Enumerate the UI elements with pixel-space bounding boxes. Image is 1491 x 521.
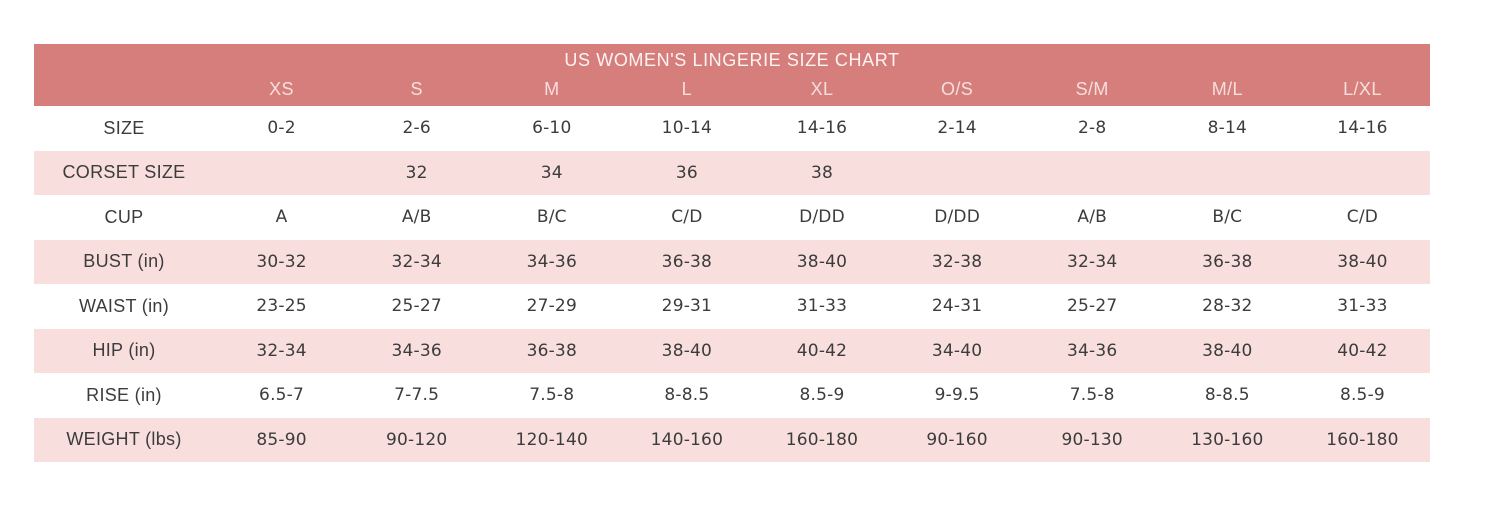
table-cell: 32-34 [1067,251,1118,272]
table-cell: 8.5-9 [1339,385,1385,406]
table-row [34,240,1430,285]
table-cell: D/DD [934,207,980,228]
table-cell: 2-6 [402,118,431,139]
table-cell: 7-7.5 [394,385,440,406]
table-cell: 2-8 [1078,118,1107,139]
table-row [34,195,1430,240]
table-cell: 7.5-8 [529,385,575,406]
corner-cell [34,89,214,93]
table-cell: 38-40 [1202,340,1253,361]
table-row [34,418,1430,463]
table-cell: 30-32 [256,251,307,272]
table-cell: 25-27 [1067,296,1118,317]
table-cell: 2-14 [937,118,977,139]
table-cell: 38-40 [1337,251,1388,272]
table-cell: 34 [540,162,563,183]
row-label: RISE (in) [86,384,162,405]
table-cell: 36-38 [1202,251,1253,272]
table-cell: 7.5-8 [1069,385,1115,406]
column-header: O/S [940,78,974,99]
column-header: L [681,78,693,99]
column-header-row [34,76,1430,106]
table-row [34,106,1430,151]
table-cell: 9-9.5 [934,385,980,406]
table-cell: 31-33 [1337,296,1388,317]
row-label: CUP [104,206,144,227]
table-row [34,329,1430,374]
table-cell: 38-40 [796,251,848,272]
table-cell: 8.5-9 [799,385,845,406]
table-cell: 28-32 [1202,296,1253,317]
table-cell: 90-120 [385,429,448,450]
table-cell: 34-36 [1067,340,1118,361]
row-label: HIP (in) [92,340,156,361]
table-cell: 160-180 [1326,429,1399,450]
table-cell: 36-38 [661,251,713,272]
table-cell: 25-27 [391,296,442,317]
table-cell: 8-8.5 [664,385,710,406]
table-cell: 38 [810,162,834,183]
table-cell: 6.5-7 [259,385,305,406]
table-cell: 14-16 [1337,118,1388,139]
table-cell: 24-31 [931,296,983,317]
column-header: M [544,78,560,99]
row-label: WEIGHT (lbs) [66,429,182,450]
table-cell: A/B [401,207,432,228]
table-cell: 8-14 [1207,118,1248,139]
table-cell: 34-40 [931,340,983,361]
table-cell: 120-140 [515,429,588,450]
table-cell: 40-42 [1337,340,1388,361]
table-cell: 14-16 [796,118,848,139]
table-cell: 160-180 [785,429,859,450]
table-cell: 34-36 [391,340,442,361]
column-header: XL [810,78,834,99]
table-cell: 38-40 [661,340,713,361]
column-header: L/XL [1343,78,1382,99]
table-row [34,151,1430,196]
table-cell: 90-160 [926,429,988,450]
row-label: CORSET SIZE [62,162,186,183]
table-header-band [34,44,1430,106]
table-cell: 8-8.5 [1204,385,1250,406]
table-cell: 32-38 [931,251,983,272]
column-header: M/L [1211,78,1243,99]
table-body [34,106,1430,462]
table-cell: C/D [671,207,703,228]
table-cell: 29-31 [661,296,713,317]
table-cell: B/C [536,207,567,228]
table-row [34,284,1430,329]
row-label: SIZE [103,117,145,138]
table-cell: 40-42 [796,340,848,361]
table-row [34,373,1430,418]
table-cell: C/D [1346,207,1379,228]
table-cell: 32-34 [391,251,442,272]
table-cell: 6-10 [532,118,572,139]
table-cell: 36-38 [526,340,577,361]
column-header: S/M [1075,78,1109,99]
table-cell: 32 [405,162,428,183]
table-cell: 32-34 [256,340,307,361]
table-cell: 36 [675,162,698,183]
table-cell: 34-36 [526,251,577,272]
table-cell: 27-29 [526,296,577,317]
table-cell: 0-2 [267,118,296,139]
table-cell: A [275,207,288,228]
table-cell: 140-160 [650,429,724,450]
table-cell: 85-90 [256,429,307,450]
row-label: BUST (in) [83,251,165,272]
table-cell: 90-130 [1061,429,1123,450]
column-header: XS [269,78,294,99]
table-cell: A/B [1077,207,1108,228]
table-cell: 31-33 [796,296,848,317]
table-cell: B/C [1212,207,1243,228]
table-cell: 130-160 [1191,429,1264,450]
column-header: S [410,78,423,99]
size-chart-table [34,44,1430,462]
row-label: WAIST (in) [78,295,169,316]
table-cell: D/DD [799,207,845,228]
table-cell: 23-25 [256,296,307,317]
table-cell: 10-14 [661,118,713,139]
chart-title: US WOMEN'S LINGERIE SIZE CHART [564,49,900,70]
